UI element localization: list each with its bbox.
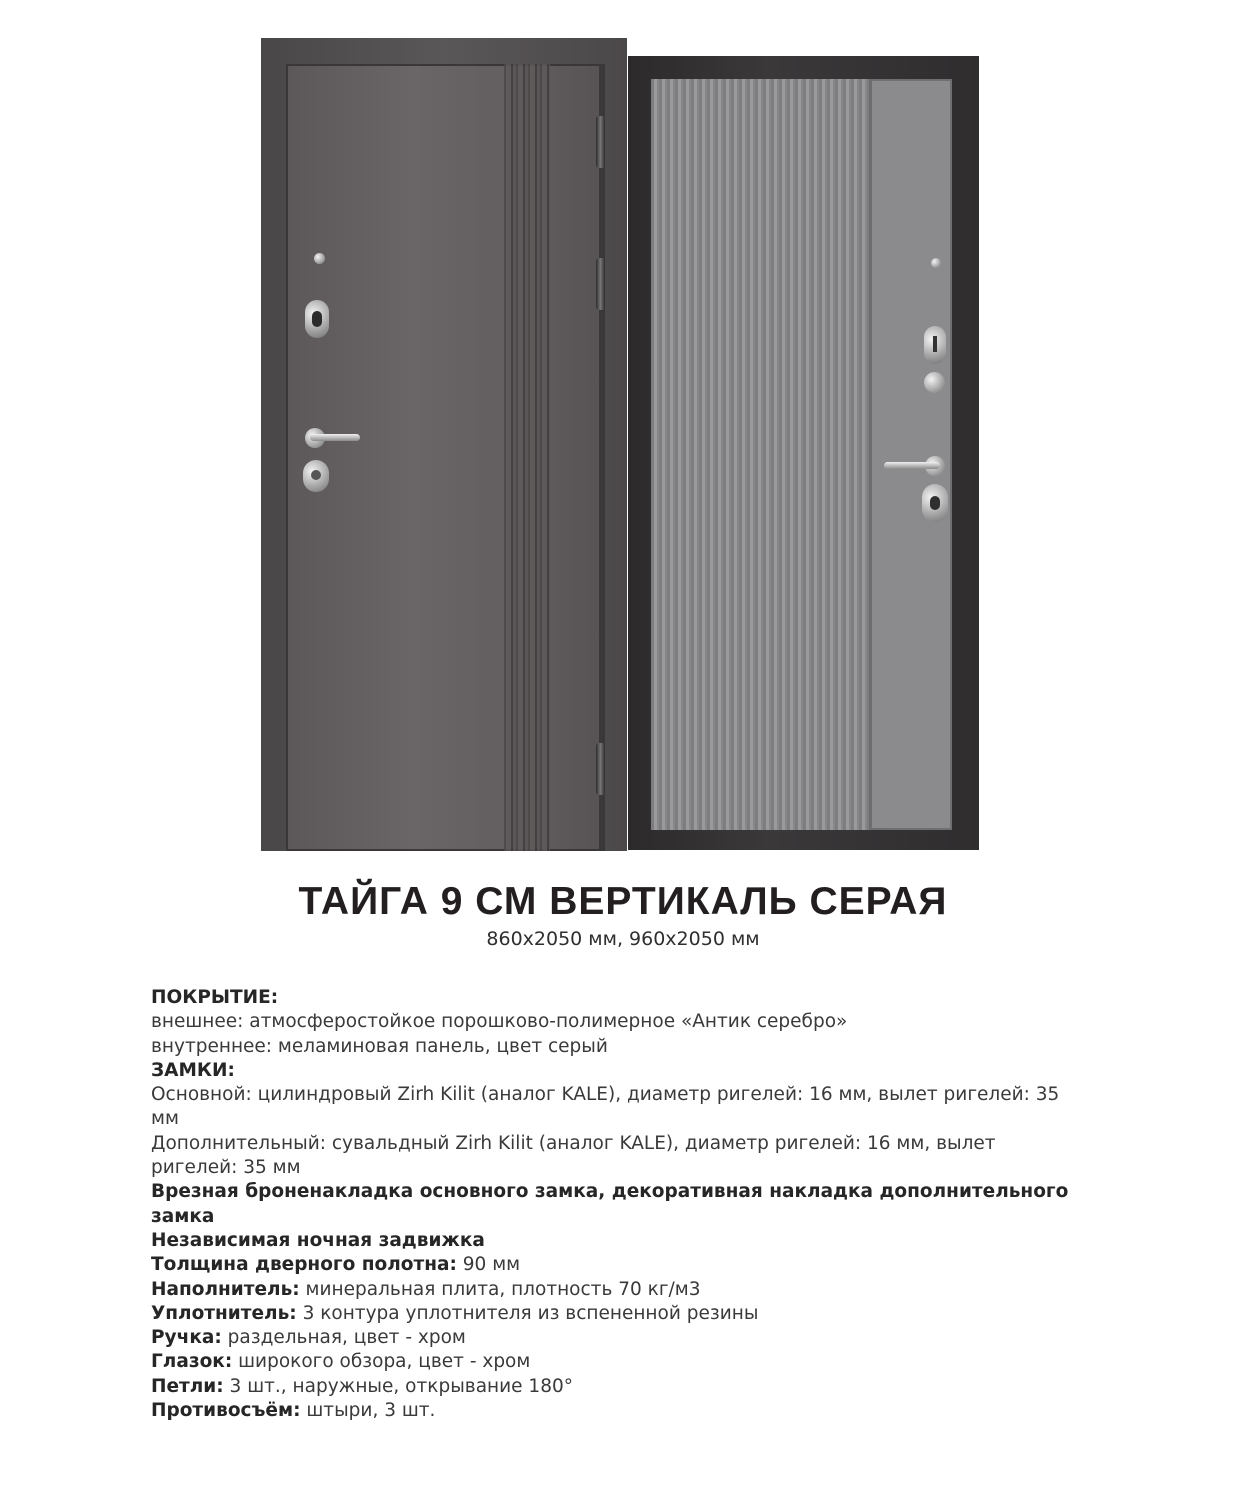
door-frame-edge xyxy=(599,64,605,851)
spec-item xyxy=(151,1350,1081,1374)
vertical-ribs-decor xyxy=(651,79,869,830)
door-handle-interior-icon xyxy=(884,462,940,469)
spec-value: широкого обзора, цвет - хром xyxy=(232,1351,531,1373)
melamine-panel-interior xyxy=(651,79,952,830)
peephole-interior-icon xyxy=(931,258,941,268)
spec-value: 3 шт., наружные, открывание 180° xyxy=(223,1375,573,1397)
thumb-turn-knob-icon xyxy=(924,372,945,393)
coating-heading: ПОКРЫТИЕ: xyxy=(151,987,279,1008)
spec-value: минеральная плита, плотность 70 кг/м3 xyxy=(299,1278,701,1300)
spec-label: Наполнитель: xyxy=(151,1278,300,1300)
spec-label: Ручка: xyxy=(151,1327,222,1349)
spec-item xyxy=(151,1302,1081,1326)
spec-value: 3 контура уплотнителя из вспененной резины xyxy=(296,1302,759,1324)
spec-label: Противосъём: xyxy=(151,1400,301,1422)
night-latch-note: Независимая ночная задвижка xyxy=(151,1229,485,1251)
cylinder-armor-plate-icon xyxy=(303,460,329,492)
night-latch-turn-icon xyxy=(924,326,946,364)
spec-value: 90 мм xyxy=(456,1254,521,1276)
hinge-top-icon xyxy=(596,116,605,168)
coating-outer: внешнее: атмосферостойкое порошково-полимерное «Антик серебро» xyxy=(151,1011,848,1033)
lock-plate-exterior-icon xyxy=(305,300,329,338)
spec-item xyxy=(151,1253,1081,1277)
spec-label: Глазок: xyxy=(151,1351,233,1373)
hinge-bottom-icon xyxy=(596,743,605,795)
spec-label: Толщина дверного полотна: xyxy=(151,1254,457,1276)
spec-label: Уплотнитель: xyxy=(151,1302,297,1324)
spec-item xyxy=(151,1326,1081,1350)
lock-main: Основной: цилиндровый Zirh Kilit (аналог KALE), диаметр ригелей: 16 мм, вылет ригелей: 35 мм xyxy=(151,1084,1060,1130)
spec-item xyxy=(151,1399,1081,1423)
spec-list xyxy=(151,986,1081,1423)
spec-item xyxy=(151,1375,1081,1399)
panel-divider xyxy=(869,79,872,830)
keyhole-interior-icon xyxy=(922,484,948,522)
door-handle-exterior-icon xyxy=(310,434,360,441)
coating-inner: внутреннее: меламиновая панель, цвет серый xyxy=(151,1035,608,1057)
spec-item xyxy=(151,1278,1081,1302)
spec-value: штыри, 3 шт. xyxy=(300,1400,436,1422)
hinge-middle-icon xyxy=(596,258,605,310)
vertical-groove-decor xyxy=(504,64,550,851)
door-leaf-exterior xyxy=(286,64,601,851)
spec-label: Петли: xyxy=(151,1375,224,1397)
product-title: ТАЙГА 9 СМ ВЕРТИКАЛЬ СЕРАЯ xyxy=(298,880,948,923)
spec-value: раздельная, цвет - хром xyxy=(221,1327,466,1349)
product-sizes: 860х2050 мм, 960х2050 мм xyxy=(486,928,760,950)
peephole-exterior-icon xyxy=(314,253,325,264)
locks-heading: ЗАМКИ: xyxy=(151,1059,235,1081)
door-interior-image xyxy=(628,56,979,850)
lock-extra: Дополнительный: сувальдный Zirh Kilit (аналог KALE), диаметр ригелей: 16 мм, вылет ригелей: 35 мм xyxy=(151,1132,996,1179)
armor-plate-note: Врезная броненакладка основного замка, декоративная накладка дополнительного замка xyxy=(151,1181,1069,1227)
